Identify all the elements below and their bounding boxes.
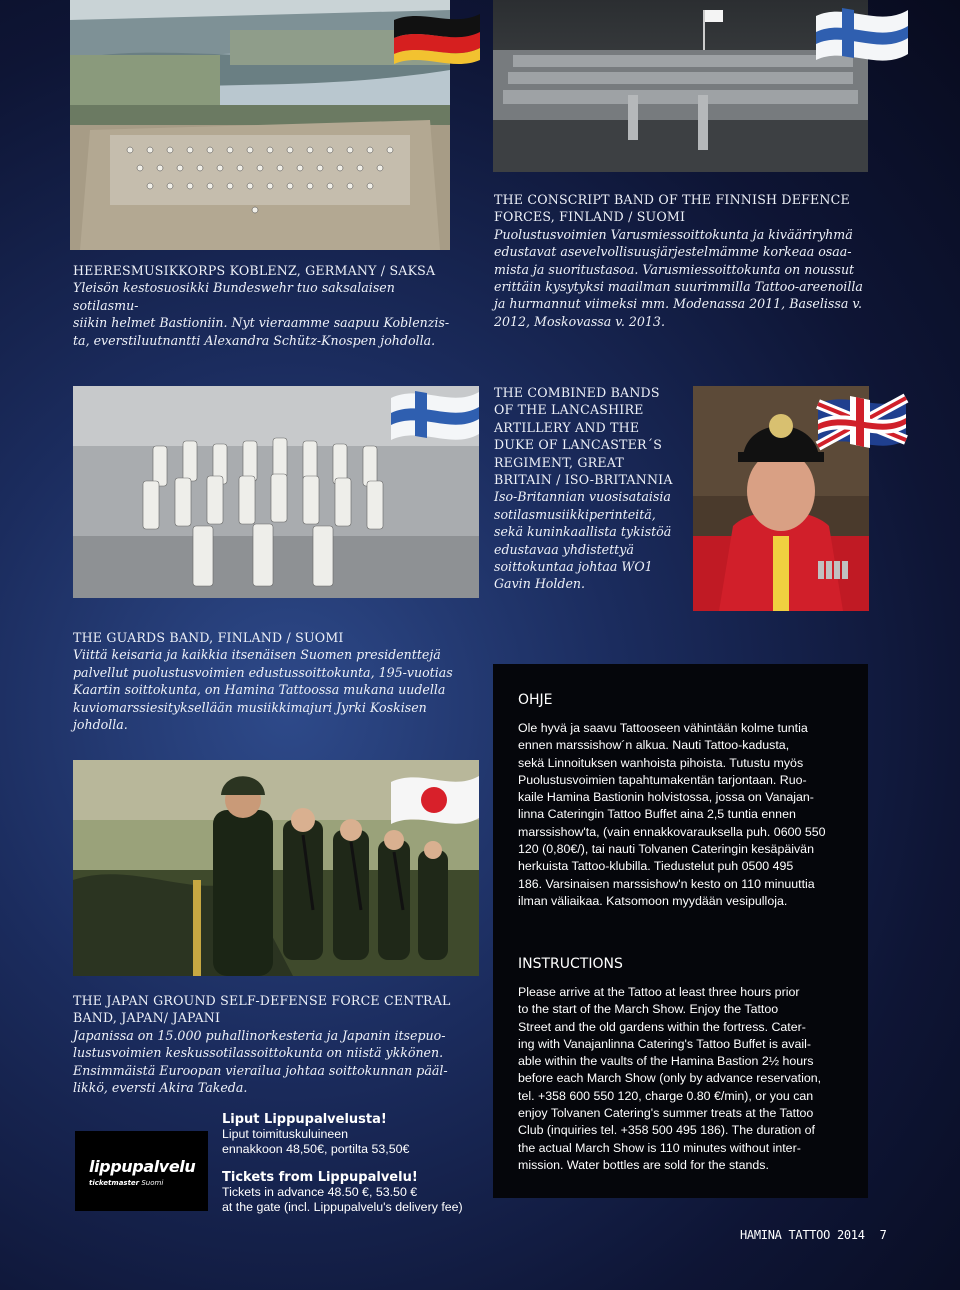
ohje-section	[518, 692, 858, 910]
instructions-line: ing with Vanajanlinna Catering's Tattoo Buffet is avail-	[518, 1036, 812, 1051]
ohje-line: marssishow'ta, (vain ennakkovarauksella puh. 0600 550	[518, 824, 826, 839]
instructions-line: Street and the old gardens within the fortress. Cater-	[518, 1019, 806, 1034]
caption-guards-line: kuviomarssiesityksellään musiikkimajuri Jyrki Koskisen	[73, 699, 427, 715]
caption-lancashire-heading: ARTILLERY AND THE	[494, 419, 640, 435]
caption-japan-line: Japanissa on 15.000 puhallinorkesteria ja Japanin itsepuo-	[73, 1027, 446, 1043]
page-number: 7	[879, 1228, 887, 1242]
instructions-line: Please arrive at the Tattoo at least three hours prior	[518, 985, 800, 999]
logo-sub-ticketmaster: ticketmaster	[89, 1179, 140, 1187]
tickets-en-line: at the gate (incl. Lippupalvelu's delivery fee)	[222, 1200, 463, 1214]
united-kingdom-flag-icon	[814, 390, 910, 458]
page-footer	[740, 1228, 887, 1242]
tickets-info	[222, 1112, 492, 1215]
caption-conscript-line: mista ja suoritustasoa. Varusmiessoittokunta on noussut	[494, 261, 855, 277]
instructions-line: able within the vaults of the Hamina Bastion 2½ hours	[518, 1054, 814, 1069]
caption-japan-heading: BAND, JAPAN/ JAPANI	[73, 1010, 221, 1026]
caption-japan-line: Ensimmäistä Euroopan vierailua johtaa soittokunnan pääl-	[73, 1062, 448, 1078]
instructions-heading: INSTRUCTIONS	[518, 956, 623, 972]
caption-conscript-heading: FORCES, FINLAND / SUOMI	[494, 209, 686, 225]
instructions-line: enjoy Tolvanen Catering's summer treats at the Tattoo	[518, 1106, 814, 1121]
caption-germany-line: Yleisön kestosuosikki Bundeswehr tuo saksalaisen sotilasmu-	[73, 280, 395, 313]
logo-main-text: lippupalvelu	[89, 1157, 196, 1176]
ohje-line: 186. Varsinaisen marssishow'n kesto on 110 minuuttia	[518, 876, 815, 891]
caption-lancashire	[494, 384, 684, 593]
caption-conscript-line: Puolustusvoimien Varusmiessoittokunta ja kivääriryhmä	[494, 226, 853, 242]
caption-germany-line: siikin helmet Bastioniin. Nyt vieraamme saapuu Koblenzis-	[73, 315, 450, 331]
ohje-line: herkuista Tattoo-klubilla. Tiedustelut puh 0500 495	[518, 859, 794, 874]
instructions-line: to the start of the March Show. Enjoy the Tattoo	[518, 1002, 779, 1017]
caption-lancashire-heading: DUKE OF LANCASTER´S	[494, 437, 663, 453]
caption-lancashire-line: sotilasmusiikkiperinteitä,	[494, 506, 656, 522]
instructions-line: tel. +358 600 550 120, charge 0.80 €/min), or you can	[518, 1088, 814, 1103]
japan-flag-icon	[387, 768, 483, 836]
ohje-line: linna Cateringin Tattoo Buffet aina 2,5 tuntia ennen	[518, 807, 796, 822]
caption-guards	[73, 629, 473, 733]
tickets-fi-line: ennakkoon 48,50€, portilta 53,50€	[222, 1142, 410, 1156]
instructions-line: mission. Water bottles are sold for the stands.	[518, 1157, 769, 1172]
tickets-en-heading: Tickets from Lippupalvelu!	[222, 1170, 418, 1185]
caption-lancashire-line: sekä kuninkaallista tykistöä	[494, 524, 672, 540]
caption-lancashire-heading: OF THE LANCASHIRE	[494, 402, 644, 418]
caption-conscript-heading: THE CONSCRIPT BAND OF THE FINNISH DEFENCE	[494, 192, 850, 207]
finland-flag-icon-2	[387, 384, 483, 452]
caption-japan-line: likkö, eversti Akira Takeda.	[73, 1080, 248, 1096]
ohje-line: ennen marssishow´n alkua. Nauti Tattoo-kadusta,	[518, 738, 790, 753]
caption-germany-heading: HEERESMUSIKKORPS KOBLENZ, GERMANY / SAKSA	[73, 263, 436, 278]
caption-guards-line: palvellut puolustusvoimien edustussoittokunta, 195-vuotias	[73, 664, 453, 680]
caption-conscript-line: edustavat asevelvollisuusjärjestelmämme korkeaa osaa-	[494, 244, 852, 260]
caption-conscript-line: ja hurmannut viimeksi mm. Modenassa 2011, Baselissa v.	[494, 296, 862, 312]
ohje-line: Ole hyvä ja saavu Tattooseen vähintään kolme tuntia	[518, 721, 808, 735]
caption-conscript	[494, 191, 874, 330]
caption-lancashire-line: soittokuntaa johtaa WO1	[494, 559, 653, 575]
caption-lancashire-line: Gavin Holden.	[494, 576, 586, 592]
finland-flag-icon	[812, 2, 912, 72]
ohje-heading: OHJE	[518, 692, 553, 708]
instructions-section	[518, 956, 858, 1174]
tickets-fi-heading: Liput Lippupalvelusta!	[222, 1112, 387, 1127]
logo-sub-suomi: Suomi	[141, 1179, 164, 1187]
caption-lancashire-line: Iso-Britannian vuosisataisia	[494, 489, 671, 505]
ohje-line: 120 (0,80€/), tai nauti Tolvanen Cateringin kesäpäivän	[518, 842, 814, 857]
instructions-line: the actual March Show is 110 minutes without inter-	[518, 1140, 801, 1155]
caption-guards-line: Viittä keisaria ja kaikkia itsenäisen Suomen presidenttejä	[73, 647, 441, 663]
caption-japan-line: lustusvoimien keskussotilassoittokunta on niistä ykkönen.	[73, 1045, 444, 1061]
instructions-box	[493, 664, 868, 1198]
instructions-line: before each March Show (only by advance reservation,	[518, 1071, 822, 1086]
caption-germany	[73, 262, 453, 349]
caption-conscript-line: 2012, Moskovassa v. 2013.	[494, 313, 665, 329]
caption-japan-heading: THE JAPAN GROUND SELF-DEFENSE FORCE CENTRAL	[73, 993, 451, 1008]
caption-lancashire-heading: BRITAIN / ISO-BRITANNIA	[494, 472, 673, 488]
instructions-line: Club (inquiries tel. +358 500 495 186). The duration of	[518, 1123, 816, 1138]
logo-sub	[89, 1179, 163, 1187]
caption-lancashire-line: edustavaa yhdistettyä	[494, 541, 634, 557]
caption-japan	[73, 992, 473, 1096]
caption-lancashire-heading: THE COMBINED BANDS	[494, 385, 660, 400]
ohje-line: kaile Hamina Bastionin holvistossa, jossa on Vanajan-	[518, 790, 814, 805]
caption-guards-heading: THE GUARDS BAND, FINLAND / SUOMI	[73, 630, 344, 645]
caption-lancashire-heading: REGIMENT, GREAT	[494, 454, 624, 470]
footer-title: HAMINA TATTOO 2014	[740, 1228, 865, 1242]
ohje-line: sekä Linnoituksen wanhoista pihoista. Tutustu myös	[518, 755, 804, 770]
lippupalvelu-logo[interactable]	[75, 1131, 208, 1211]
caption-conscript-line: erittäin kysytyksi maailman suurimmilla Tattoo-areenoilla	[494, 279, 863, 295]
caption-germany-line: ta, everstiluutnantti Alexandra Schütz-Knospen johdolla.	[73, 332, 436, 348]
germany-flag-icon	[392, 6, 482, 70]
caption-guards-line: Kaartin soittokunta, on Hamina Tattoossa mukana uudella	[73, 682, 446, 698]
tickets-fi-line: Liput toimituskuluineen	[222, 1127, 349, 1141]
tickets-en-line: Tickets in advance 48.50 €, 53.50 €	[222, 1185, 418, 1199]
ohje-line: ilman väliaikaa. Katsomoon myydään vesipulloja.	[518, 893, 788, 908]
ohje-line: Puolustusvoimien tapahtumakentän tarjontaan. Ruo-	[518, 772, 807, 787]
caption-guards-line: johdolla.	[73, 717, 128, 733]
